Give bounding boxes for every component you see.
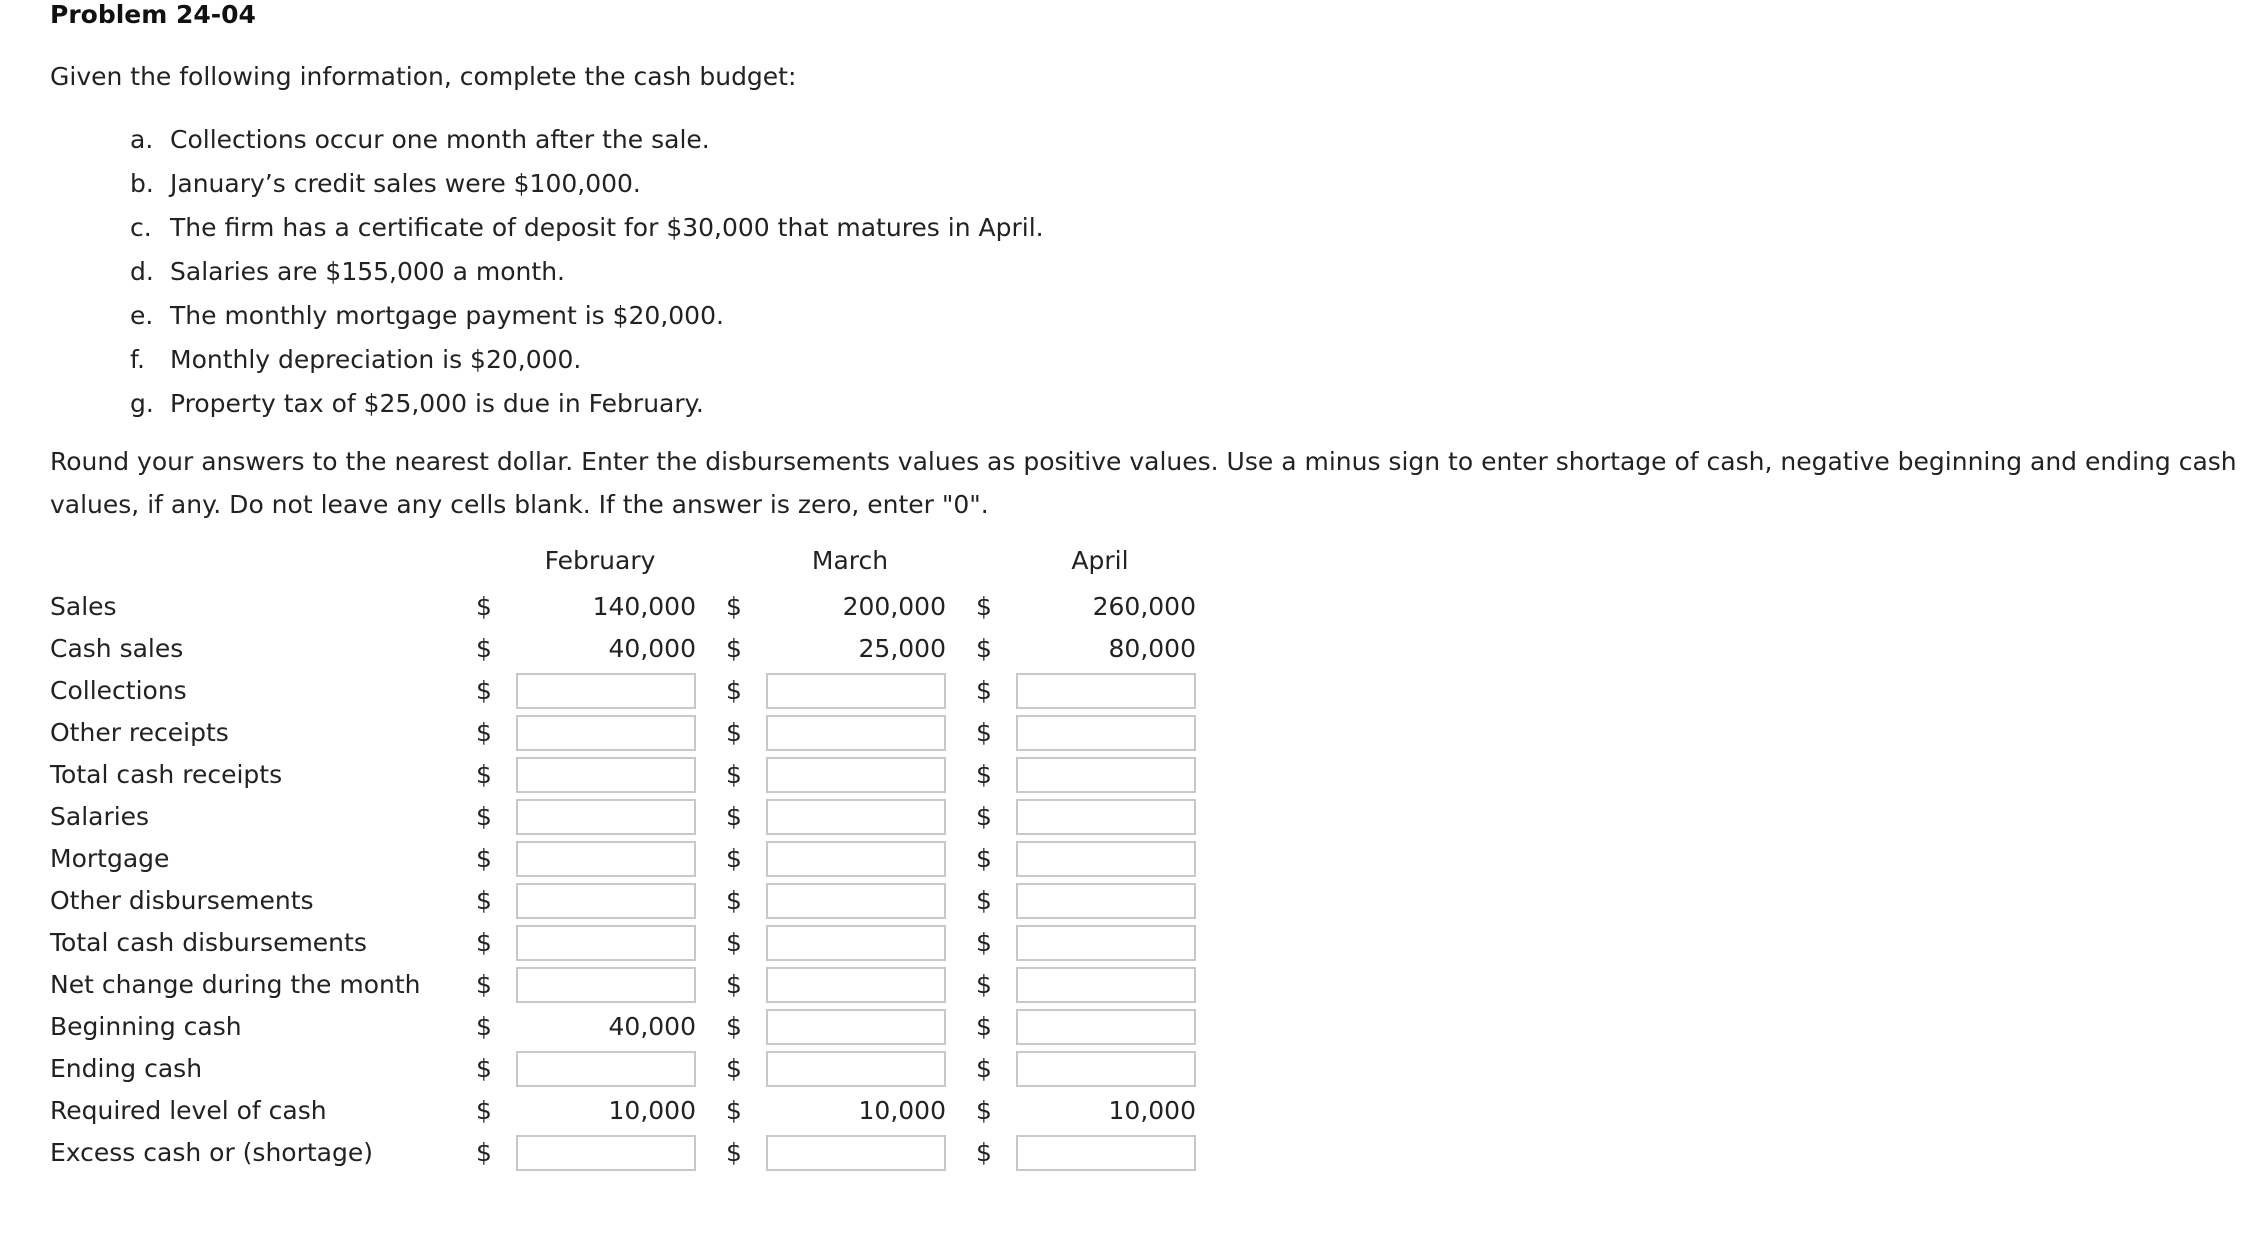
info-item: [130, 206, 1044, 250]
dollar-sign: $: [976, 886, 992, 915]
dollar-sign: $: [976, 676, 992, 705]
answer-input-april[interactable]: [1016, 967, 1196, 1003]
answer-input-february[interactable]: [516, 715, 696, 751]
answer-input-march[interactable]: [766, 883, 946, 919]
dollar-sign: $: [726, 760, 742, 789]
dollar-sign: $: [976, 1054, 992, 1083]
dollar-sign: $: [726, 1012, 742, 1041]
row-label: Ending cash: [50, 1054, 203, 1083]
dollar-sign: $: [726, 1054, 742, 1083]
dollar-sign: $: [976, 1012, 992, 1041]
answer-input-march[interactable]: [766, 1051, 946, 1087]
row-label: Net change during the month: [50, 970, 421, 999]
dollar-sign: $: [726, 844, 742, 873]
budget-row: [0, 1132, 1300, 1174]
cell-value: 140,000: [592, 592, 696, 621]
info-item-letter: c.: [130, 213, 152, 242]
dollar-sign: $: [976, 1138, 992, 1167]
budget-row: [0, 796, 1300, 838]
dollar-sign: $: [726, 676, 742, 705]
answer-input-april[interactable]: [1016, 841, 1196, 877]
dollar-sign: $: [476, 844, 492, 873]
dollar-sign: $: [476, 676, 492, 705]
dollar-sign: $: [976, 844, 992, 873]
answer-input-february[interactable]: [516, 673, 696, 709]
cell-value: 40,000: [608, 1012, 696, 1041]
budget-row: [0, 1048, 1300, 1090]
dollar-sign: $: [726, 592, 742, 621]
column-header-february: February: [544, 546, 656, 575]
dollar-sign: $: [476, 970, 492, 999]
dollar-sign: $: [726, 1138, 742, 1167]
info-item: [130, 338, 1044, 382]
dollar-sign: $: [476, 1096, 492, 1125]
row-label: Excess cash or (shortage): [50, 1138, 373, 1167]
info-item: [130, 162, 1044, 206]
problem-intro: Given the following information, complete the cash budget:: [50, 62, 797, 91]
dollar-sign: $: [976, 760, 992, 789]
dollar-sign: $: [726, 634, 742, 663]
dollar-sign: $: [476, 802, 492, 831]
dollar-sign: $: [976, 970, 992, 999]
row-label: Mortgage: [50, 844, 170, 873]
dollar-sign: $: [976, 718, 992, 747]
budget-row: [0, 880, 1300, 922]
info-item-text: Collections occur one month after the sale.: [170, 125, 710, 154]
dollar-sign: $: [726, 886, 742, 915]
answer-input-february[interactable]: [516, 967, 696, 1003]
answer-input-april[interactable]: [1016, 925, 1196, 961]
dollar-sign: $: [476, 760, 492, 789]
info-item: [130, 118, 1044, 162]
budget-row: [0, 754, 1300, 796]
budget-row: [0, 964, 1300, 1006]
answer-input-march[interactable]: [766, 673, 946, 709]
answer-input-february[interactable]: [516, 883, 696, 919]
budget-row: [0, 586, 1300, 628]
answer-input-march[interactable]: [766, 967, 946, 1003]
info-item-text: Salaries are $155,000 a month.: [170, 257, 565, 286]
answer-input-march[interactable]: [766, 715, 946, 751]
dollar-sign: $: [476, 928, 492, 957]
answer-input-february[interactable]: [516, 757, 696, 793]
dollar-sign: $: [476, 1138, 492, 1167]
row-label: Salaries: [50, 802, 150, 831]
answer-input-april[interactable]: [1016, 799, 1196, 835]
dollar-sign: $: [476, 1054, 492, 1083]
budget-row: [0, 1090, 1300, 1132]
cell-value: 10,000: [858, 1096, 946, 1125]
budget-row: [0, 712, 1300, 754]
answer-input-march[interactable]: [766, 799, 946, 835]
dollar-sign: $: [476, 634, 492, 663]
info-item-text: The firm has a certificate of deposit for $30,000 that matures in April.: [170, 213, 1044, 242]
answer-input-april[interactable]: [1016, 715, 1196, 751]
dollar-sign: $: [476, 1012, 492, 1041]
answer-input-march[interactable]: [766, 841, 946, 877]
cell-value: 10,000: [1108, 1096, 1196, 1125]
row-label: Other disbursements: [50, 886, 314, 915]
info-item-letter: a.: [130, 125, 154, 154]
answer-input-april[interactable]: [1016, 1135, 1196, 1171]
row-label: Sales: [50, 592, 117, 621]
dollar-sign: $: [976, 592, 992, 621]
answer-input-april[interactable]: [1016, 1051, 1196, 1087]
column-header-april: April: [1071, 546, 1129, 575]
info-item: [130, 294, 1044, 338]
cell-value: 40,000: [608, 634, 696, 663]
answer-input-april[interactable]: [1016, 757, 1196, 793]
row-label: Total cash receipts: [50, 760, 283, 789]
dollar-sign: $: [476, 592, 492, 621]
budget-row: [0, 922, 1300, 964]
row-label: Cash sales: [50, 634, 184, 663]
budget-row: [0, 628, 1300, 670]
answer-input-february[interactable]: [516, 1135, 696, 1171]
row-label: Total cash disbursements: [50, 928, 367, 957]
problem-title: Problem 24-04: [50, 0, 256, 29]
dollar-sign: $: [476, 886, 492, 915]
dollar-sign: $: [726, 802, 742, 831]
info-item: [130, 250, 1044, 294]
row-label: Required level of cash: [50, 1096, 327, 1125]
answer-input-february[interactable]: [516, 925, 696, 961]
answer-input-april[interactable]: [1016, 883, 1196, 919]
answer-input-march[interactable]: [766, 1135, 946, 1171]
dollar-sign: $: [726, 970, 742, 999]
info-item-text: The monthly mortgage payment is $20,000.: [170, 301, 724, 330]
info-item: [130, 382, 1044, 426]
answer-input-april[interactable]: [1016, 1009, 1196, 1045]
info-item-letter: e.: [130, 301, 154, 330]
cell-value: 260,000: [1092, 592, 1196, 621]
row-label: Other receipts: [50, 718, 229, 747]
dollar-sign: $: [726, 1096, 742, 1125]
budget-row: [0, 1006, 1300, 1048]
cell-value: 200,000: [842, 592, 946, 621]
answer-input-february[interactable]: [516, 799, 696, 835]
cell-value: 25,000: [858, 634, 946, 663]
dollar-sign: $: [476, 718, 492, 747]
answer-instructions: Round your answers to the nearest dollar. Enter the disbursements values as positive values. Use a minus sign to enter shortage of cash, negative beginning and ending cash values, if any. Do not leave any cells blank. If the answer is zero, enter "0".: [50, 447, 2237, 519]
dollar-sign: $: [976, 802, 992, 831]
info-item-letter: f.: [130, 345, 145, 374]
info-item-letter: g.: [130, 389, 154, 418]
info-item-text: Monthly depreciation is $20,000.: [170, 345, 582, 374]
dollar-sign: $: [726, 718, 742, 747]
dollar-sign: $: [976, 1096, 992, 1125]
answer-input-february[interactable]: [516, 1051, 696, 1087]
answer-input-february[interactable]: [516, 841, 696, 877]
cell-value: 10,000: [608, 1096, 696, 1125]
dollar-sign: $: [976, 634, 992, 663]
answer-input-march[interactable]: [766, 925, 946, 961]
row-label: Collections: [50, 676, 187, 705]
info-item-letter: b.: [130, 169, 154, 198]
cell-value: 80,000: [1108, 634, 1196, 663]
budget-row: [0, 670, 1300, 712]
dollar-sign: $: [976, 928, 992, 957]
info-item-text: Property tax of $25,000 is due in February.: [170, 389, 704, 418]
answer-input-april[interactable]: [1016, 673, 1196, 709]
budget-row: [0, 838, 1300, 880]
row-label: Beginning cash: [50, 1012, 242, 1041]
info-item-text: January’s credit sales were $100,000.: [170, 169, 641, 198]
answer-input-march[interactable]: [766, 757, 946, 793]
given-information-list: [130, 118, 1044, 426]
answer-input-march[interactable]: [766, 1009, 946, 1045]
column-header-march: March: [811, 546, 889, 575]
info-item-letter: d.: [130, 257, 154, 286]
dollar-sign: $: [726, 928, 742, 957]
